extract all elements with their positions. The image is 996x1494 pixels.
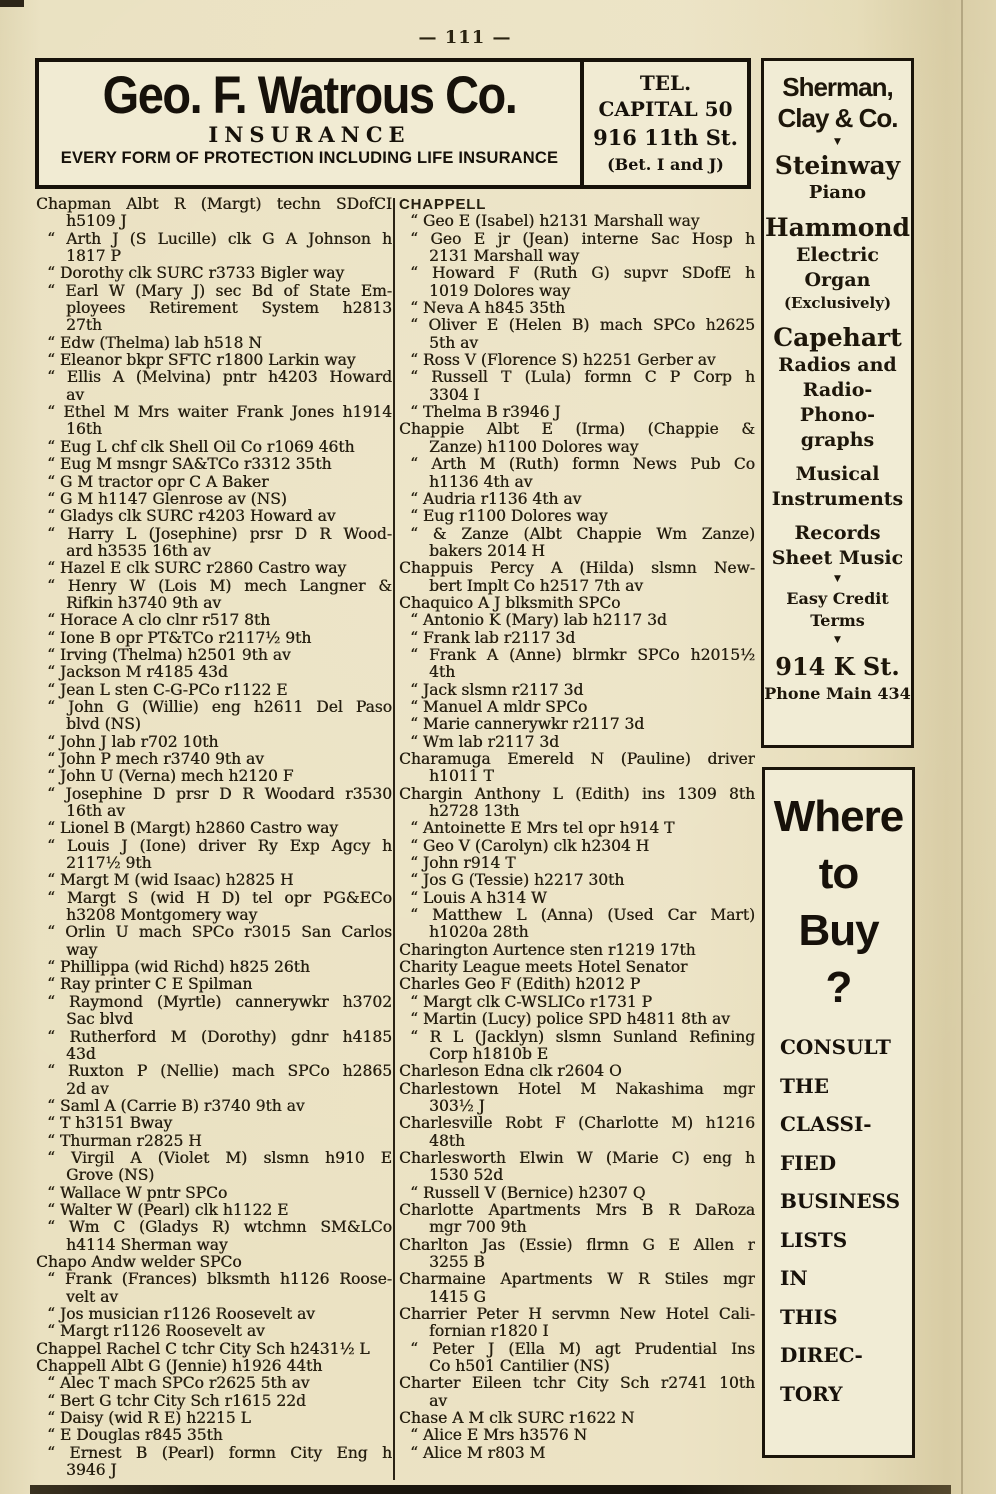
directory-line: 3304 I (429, 386, 480, 404)
ad-line: Terms (810, 611, 865, 630)
directory-line: 2131 Marshall way (429, 248, 580, 266)
directory-line: Chappie Albt E (Irma) (Chappie & (399, 421, 755, 439)
directory-line: 1019 Dolores way (429, 282, 571, 300)
directory-line: “ Bert G tchr City Sch r1615 22d (47, 1392, 306, 1410)
directory-line: 303½ J (429, 1097, 485, 1115)
ad-line: Records (794, 522, 881, 544)
directory-line: “ Eleanor bkpr SFTC r1800 Larkin way (47, 352, 356, 370)
directory-line: “ Orlin U mach SPCo r3015 San Carlos (47, 924, 392, 942)
ad-address-note: (Bet. I and J) (607, 155, 724, 174)
directory-line: “ Wallace W pntr SPCo (47, 1184, 228, 1202)
directory-line: “ Geo V (Carolyn) clk h2304 H (410, 837, 650, 855)
directory-line: “ Virgil A (Violet M) slsmn h910 E (47, 1149, 392, 1167)
directory-line: Chase A M clk SURC r1622 N (399, 1410, 635, 1428)
directory-line: Charlotte Apartments Mrs B R DaRoza (399, 1201, 755, 1219)
directory-line: “ Gladys clk SURC r4203 Howard av (47, 508, 336, 526)
directory-line: “ Wm lab r2117 3d (410, 733, 560, 751)
directory-line: Charamuga Emereld N (Pauline) driver (399, 751, 755, 768)
ad-title (765, 788, 912, 1016)
directory-line: fornian r1820 I (429, 1323, 549, 1341)
directory-line: Charity League meets Hotel Senator (399, 959, 688, 977)
directory-line: “ Marie cannerywkr r2117 3d (410, 716, 645, 734)
ad-line: Sherman, (782, 72, 893, 102)
directory-line: “ Jack slsmn r2117 3d (410, 681, 584, 699)
directory-line: “ Antoinette E Mrs tel opr h914 T (410, 820, 675, 838)
ad-line: Radios and (778, 354, 897, 376)
ad-line: Electric (796, 244, 879, 266)
directory-line: “ Arth M (Ruth) formn News Pub Co (410, 456, 755, 474)
ad-contact-panel (580, 62, 747, 185)
ad-category: INSURANCE (208, 122, 411, 147)
directory-line: av (66, 386, 84, 404)
ad-body-line: BUSINESS (780, 1189, 901, 1213)
ad-body-line: THE (780, 1073, 830, 1098)
directory-line: “ T h3151 Bway (47, 1115, 173, 1133)
ad-line: Phone Main 434 (764, 684, 911, 703)
directory-line: Chaquico A J blksmith SPCo (399, 594, 621, 612)
ad-title-line: to (818, 849, 859, 898)
directory-line: “ Henry W (Lois M) mech Langner & (47, 577, 392, 595)
directory-line: 2117½ 9th (66, 855, 152, 873)
directory-line: “ Oliver E (Helen B) mach SPCo h2625 (410, 317, 755, 335)
directory-line: ard h3535 16th av (66, 542, 211, 560)
directory-line: “ John G (Willie) eng h2611 Del Paso (47, 698, 392, 716)
directory-line: “ Irving (Thelma) h2501 9th av (47, 646, 291, 664)
directory-line: Sac blvd (66, 1011, 134, 1029)
ad-title-line: Buy (798, 906, 879, 955)
directory-line: blvd (NS) (66, 716, 141, 734)
directory-line: “ Ethel M Mrs waiter Frank Jones h1914 (47, 404, 392, 422)
directory-line: “ Margt S (wid H D) tel opr PG&ECo (47, 889, 392, 907)
directory-line: Chapman Albt R (Margt) techn SDofCI (36, 196, 392, 213)
directory-line: 16th (66, 421, 102, 439)
watrous-insurance-ad (35, 58, 751, 189)
directory-line: “ Matthew L (Anna) (Used Car Mart) (410, 907, 755, 925)
directory-line: “ Ernest B (Pearl) formn City Eng h (47, 1444, 392, 1462)
directory-line: “ Rutherford M (Dorothy) gdnr h4185 (47, 1028, 392, 1046)
directory-line: “ Thelma B r3946 J (410, 404, 561, 422)
directory-line: “ John r914 T (410, 855, 516, 873)
directory-line: h4114 Sherman way (66, 1236, 228, 1254)
directory-line: “ G M tractor opr C A Baker (47, 473, 269, 491)
directory-line: “ John J lab r702 10th (47, 733, 219, 751)
ad-tel-label: TEL. (639, 71, 692, 95)
where-to-buy-ad (762, 767, 915, 1458)
directory-line: “ Martin (Lucy) police SPD h4811 8th av (410, 1011, 730, 1029)
directory-line: h3208 Montgomery way (66, 907, 258, 925)
directory-line: “ Jos musician r1126 Roosevelt av (47, 1306, 315, 1323)
directory-line: “ Daisy (wid R E) h2215 L (47, 1410, 251, 1428)
directory-line: h2728 13th (429, 803, 520, 821)
ad-body-line: TORY (780, 1381, 843, 1406)
ad-line: graphs (800, 429, 875, 451)
directory-line: Charrier Peter H servmn New Hotel Cali- (399, 1306, 755, 1323)
directory-line: “ R L (Jacklyn) slsmn Sunland Refining (410, 1028, 755, 1046)
directory-column-right (399, 196, 755, 1462)
directory-line: way (66, 941, 98, 959)
ad-tagline: EVERY FORM OF PROTECTION INCLUDING LIFE INSURANCE (60, 149, 559, 167)
directory-line: “ John P mech r3740 9th av (47, 751, 264, 768)
directory-line: “ Ross V (Florence S) h2251 Gerber av (410, 352, 716, 370)
ad-body-line: CLASSI- (780, 1112, 872, 1136)
directory-line: bakers 2014 H (429, 542, 545, 560)
down-triangle-icon: ▼ (834, 574, 841, 584)
directory-line: “ Peter J (Ella M) agt Prudential Ins (410, 1340, 755, 1358)
directory-line: “ Howard F (Ruth G) supvr SDofE h (410, 265, 755, 283)
down-triangle-icon: ▼ (834, 137, 841, 147)
directory-line: “ Russell V (Bernice) h2307 Q (410, 1184, 646, 1202)
directory-line: “ Audria r1136 4th av (410, 490, 582, 508)
directory-line: Charlesville Robt F (Charlotte M) h1216 (399, 1115, 755, 1133)
ad-body-line: CONSULT (780, 1035, 891, 1059)
directory-line: Zanze) h1100 Dolores way (429, 438, 639, 456)
directory-line: “ Frank (Frances) blksmth h1126 Roose- (47, 1271, 392, 1289)
directory-line: “ Horace A clo clnr r517 8th (47, 612, 271, 630)
directory-line: Charter Eileen tchr City Sch r2741 10th (399, 1375, 755, 1393)
ad-line: Phono- (799, 404, 876, 426)
directory-line: “ Wm C (Gladys R) wtchmn SM&LCo (47, 1219, 392, 1237)
directory-line: ployees Retirement System h2813 (66, 300, 392, 318)
directory-line: 5th av (429, 334, 478, 352)
directory-line: “ Alice E Mrs h3576 N (410, 1427, 588, 1445)
ad-line: Hammond (764, 213, 911, 242)
directory-line: 1817 P (66, 248, 121, 266)
directory-line: 3255 B (429, 1253, 485, 1271)
column-divider (393, 198, 395, 1480)
directory-line: 3946 J (66, 1462, 117, 1480)
scan-bottom-edge (30, 1485, 951, 1494)
directory-line: “ Geo E jr (Jean) interne Sac Hosp h (410, 230, 755, 248)
directory-line: Chappuis Percy A (Hilda) slsmn New- (399, 560, 755, 578)
directory-line: “ Jos G (Tessie) h2217 30th (410, 872, 625, 890)
down-triangle-icon: ▼ (834, 635, 841, 645)
directory-line: “ Eug L chf clk Shell Oil Co r1069 46th (47, 438, 355, 456)
directory-line: “ E Douglas r845 35th (47, 1427, 223, 1445)
directory-line: “ Alice M r803 M (410, 1444, 546, 1462)
ad-body-line: LISTS (780, 1227, 848, 1252)
directory-line: h1136 4th av (429, 473, 533, 491)
ad-line: Steinway (774, 151, 901, 180)
directory-line: Corp h1810b E (429, 1045, 549, 1063)
ad-line: 914 K St. (775, 652, 900, 681)
directory-line: “ Walter W (Pearl) clk h1122 E (47, 1201, 289, 1219)
ad-tel-number: CAPITAL 50 (598, 97, 733, 121)
ad-line: Piano (808, 182, 867, 203)
ad-line: (Exclusively) (783, 294, 892, 312)
directory-line: av (429, 1392, 447, 1410)
directory-line: Charlton Jas (Essie) flrmn G E Allen r (399, 1236, 755, 1254)
directory-line: “ Josephine D prsr D R Woodard r3530 (47, 785, 392, 803)
directory-line: “ & Zanze (Albt Chappie Wm Zanze) (410, 525, 755, 543)
directory-line: h1020a 28th (429, 924, 529, 942)
ad-line: Capehart (773, 323, 902, 352)
directory-line: “ Harry L (Josephine) prsr D R Wood- (47, 525, 392, 543)
directory-line: “ Ellis A (Melvina) pntr h4203 Howard (47, 369, 392, 387)
directory-line: h5109 J (66, 213, 127, 231)
directory-line: 43d (66, 1045, 96, 1063)
directory-line: CHAPPELL (399, 196, 487, 213)
directory-line: “ Alec T mach SPCo r2625 5th av (47, 1375, 310, 1393)
ad-main-panel (39, 62, 580, 185)
directory-line: Chapo Andw welder SPCo (36, 1253, 242, 1271)
page-number: — 111 — (418, 27, 512, 48)
directory-line: Charmaine Apartments W R Stiles mgr (399, 1271, 755, 1289)
directory-line: “ Lionel B (Margt) h2860 Castro way (47, 820, 339, 838)
directory-line: “ Phillippa (wid Richd) h825 26th (47, 959, 310, 977)
directory-line: “ Neva A h845 35th (410, 300, 566, 318)
directory-line: h1011 T (429, 768, 494, 786)
directory-line: 1530 52d (429, 1167, 504, 1185)
ad-title-line: Where (773, 792, 904, 841)
directory-line: “ Geo E (Isabel) h2131 Marshall way (410, 213, 700, 231)
directory-line: Co h501 Cantilier (NS) (429, 1358, 610, 1376)
directory-line: 27th (66, 317, 102, 335)
directory-line: “ Louis A h314 W (410, 889, 547, 907)
ad-address: 916 11th St. (593, 125, 738, 150)
ad-line: Organ (804, 269, 871, 291)
directory-line: “ John U (Verna) mech h2120 F (47, 768, 294, 786)
directory-line: Charlestown Hotel M Nakashima mgr (399, 1080, 755, 1098)
ad-body (765, 1028, 912, 1413)
directory-line: “ Eug M msngr SA&TCo r3312 35th (47, 456, 332, 474)
directory-line: Charington Aurtence sten r1219 17th (399, 941, 696, 959)
advertiser-name: Geo. F. Watrous Co. (102, 64, 517, 124)
directory-line: “ Eug r1100 Dolores way (410, 508, 608, 526)
directory-line: “ Edw (Thelma) lab h518 N (47, 334, 262, 352)
directory-line: Charles Geo F (Edith) h2012 P (399, 976, 641, 994)
directory-line: 1415 G (429, 1288, 486, 1306)
directory-line: 16th av (66, 803, 125, 821)
ad-line: Easy Credit (786, 589, 889, 608)
ad-body-line: THIS (780, 1304, 838, 1329)
directory-line: “ G M h1147 Glenrose av (NS) (47, 490, 287, 508)
directory-line: 2d av (66, 1080, 109, 1098)
directory-column-left (36, 196, 392, 1479)
directory-line: “ Saml A (Carrie B) r3740 9th av (47, 1097, 305, 1115)
directory-line: “ Thurman r2825 H (47, 1132, 202, 1150)
directory-line: Rifkin h3740 9th av (66, 594, 221, 612)
scan-edge-mark (0, 0, 24, 7)
directory-line: “ Frank lab r2117 3d (410, 629, 576, 647)
directory-line: Chappell Albt G (Jennie) h1926 44th (36, 1358, 323, 1376)
directory-line: Chargin Anthony L (Edith) ins 1309 8th (399, 785, 755, 803)
directory-line: “ Dorothy clk SURC r3733 Bigler way (47, 265, 345, 283)
ad-body-line: DIREC- (780, 1343, 863, 1367)
directory-line: “ Hazel E clk SURC r2860 Castro way (47, 560, 347, 578)
directory-line: “ Arth J (S Lucille) clk G A Johnson h (47, 230, 392, 248)
directory-line: Charlesworth Elwin W (Marie C) eng h (399, 1149, 755, 1167)
directory-line: bert Implt Co h2517 7th av (429, 577, 643, 595)
ad-line: Musical (795, 463, 880, 485)
directory-line: 4th (429, 664, 456, 682)
directory-line: “ Margt M (wid Isaac) h2825 H (47, 872, 294, 890)
directory-line: velt av (66, 1288, 119, 1306)
directory-line: “ Ruxton P (Nellie) mach SPCo h2865 (47, 1063, 392, 1081)
directory-line: “ Antonio K (Mary) lab h2117 3d (410, 612, 667, 630)
directory-line: Charleson Edna clk r2604 O (399, 1063, 622, 1081)
ad-body-line: FIED (780, 1150, 837, 1175)
directory-line: “ Margt clk C-WSLICo r1731 P (410, 993, 652, 1011)
page-crease (961, 0, 963, 1494)
ad-title-line: ? (825, 963, 852, 1012)
directory-line: “ Raymond (Myrtle) cannerywkr h3702 (47, 993, 392, 1011)
directory-line: “ Louis J (Ione) driver Ry Exp Agcy h (47, 837, 392, 855)
ad-line: Instruments (771, 488, 904, 510)
ad-line: Sheet Music (771, 547, 904, 569)
directory-line: “ Jean L sten C-G-PCo r1122 E (47, 681, 288, 699)
directory-line: “ Ione B opr PT&TCo r2117½ 9th (47, 629, 312, 647)
directory-line: “ Margt r1126 Roosevelt av (47, 1323, 265, 1341)
directory-line: “ Manuel A mldr SPCo (410, 698, 588, 716)
ad-line: Clay & Co. (777, 103, 898, 133)
directory-line: Chappel Rachel C tchr City Sch h2431½ L (36, 1340, 370, 1358)
directory-line: “ Earl W (Mary J) sec Bd of State Em- (47, 282, 392, 300)
ad-line: Radio- (802, 379, 873, 401)
ad-body-line: IN (780, 1266, 808, 1290)
sherman-clay-ad (761, 58, 914, 748)
directory-line: “ Russell T (Lula) formn C P Corp h (410, 369, 755, 387)
directory-line: mgr 700 9th (429, 1219, 527, 1237)
directory-line: 48th (429, 1132, 465, 1150)
directory-line: Grove (NS) (66, 1167, 155, 1185)
directory-line: “ Jackson M r4185 43d (47, 664, 228, 682)
directory-line: “ Ray printer C E Spilman (47, 976, 253, 994)
directory-line: “ Frank A (Anne) blrmkr SPCo h2015½ (410, 646, 755, 664)
